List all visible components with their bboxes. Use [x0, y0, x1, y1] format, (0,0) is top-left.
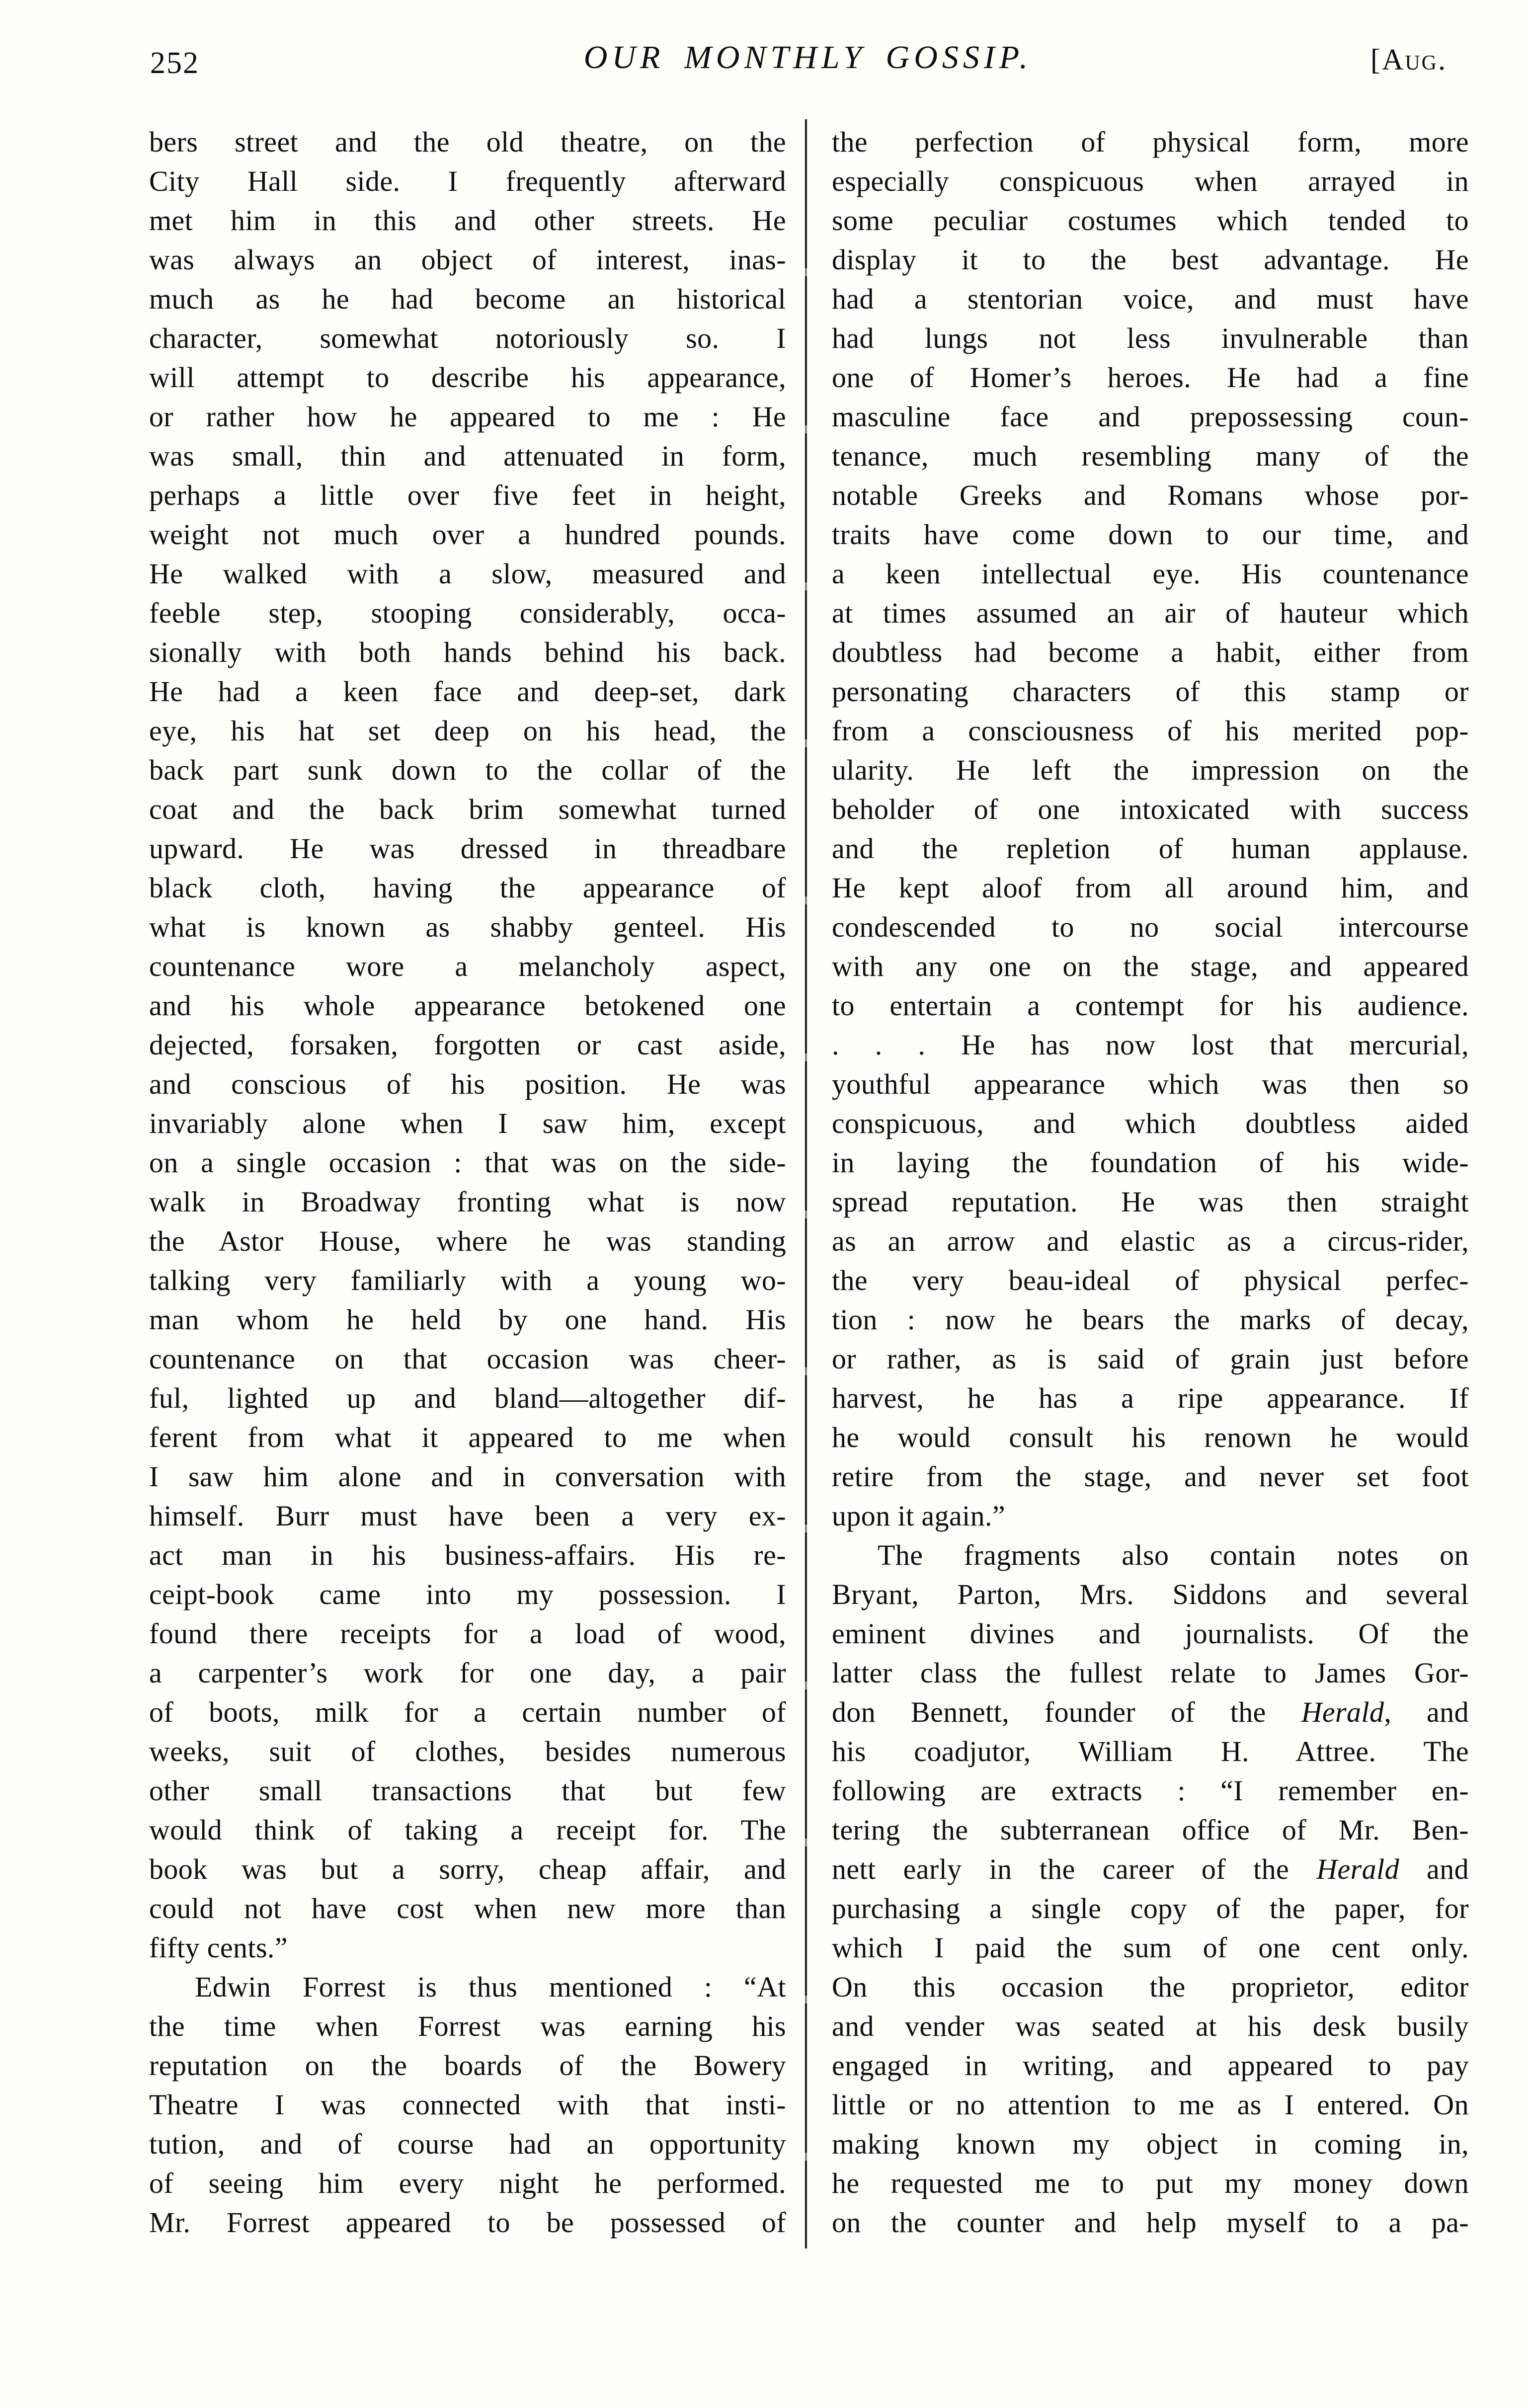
- text-line: feeble step, stooping considerably, occa-: [149, 597, 786, 629]
- text-line: following are extracts : “I remember en-: [832, 1774, 1469, 1807]
- text-line: I saw him alone and in conversation with: [149, 1460, 786, 1493]
- text-line: had a stentorian voice, and must have: [832, 283, 1469, 315]
- text-line: on the counter and help myself to a pa-: [832, 2206, 1469, 2239]
- text-line: black cloth, having the appearance of: [149, 872, 786, 904]
- text-line: much as he had become an historical: [149, 283, 786, 315]
- text-line: which I paid the sum of one cent only.: [832, 1931, 1469, 1964]
- text-line: especially conspicuous when arrayed in: [832, 165, 1469, 197]
- right-column: [832, 122, 1469, 2242]
- text-line: spread reputation. He was then straight: [832, 1186, 1469, 1218]
- text-line: himself. Burr must have been a very ex-: [149, 1500, 786, 1532]
- text-line: countenance wore a melancholy aspect,: [149, 950, 786, 982]
- text-line: countenance on that occasion was cheer-: [149, 1343, 786, 1375]
- text-line: and conscious of his position. He was: [149, 1068, 786, 1100]
- text-line: would think of taking a receipt for. The: [149, 1814, 786, 1846]
- text-line: met him in this and other streets. He: [149, 204, 786, 237]
- text-line: found there receipts for a load of wood,: [149, 1617, 786, 1650]
- text-line: latter class the fullest relate to James Gor-: [832, 1657, 1469, 1689]
- text-line: weight not much over a hundred pounds.: [149, 518, 786, 551]
- text-line: fifty cents.”: [149, 1931, 288, 1964]
- text-line: ularity. He left the impression on the: [832, 754, 1469, 786]
- text-line: and the repletion of human applause.: [832, 832, 1469, 865]
- text-line: and his whole appearance betokened one: [149, 989, 786, 1022]
- text-line: had lungs not less invulnerable than: [832, 322, 1469, 354]
- text-line: upward. He was dressed in threadbare: [149, 832, 786, 865]
- text-line: a keen intellectual eye. His countenance: [832, 558, 1469, 590]
- text-line: City Hall side. I frequently afterward: [149, 165, 786, 197]
- text-line: as an arrow and elastic as a circus-rider,: [832, 1225, 1469, 1257]
- text-line: doubtless had become a habit, either from: [832, 636, 1469, 668]
- text-line: other small transactions that but few: [149, 1774, 786, 1807]
- text-line: ful, lighted up and bland—altogether dif-: [149, 1382, 786, 1414]
- text-line: He had a keen face and deep-set, dark: [149, 675, 786, 708]
- text-line: He walked with a slow, measured and: [149, 558, 786, 590]
- text-line: tenance, much resembling many of the: [832, 440, 1469, 472]
- text-line: little or no attention to me as I entered. On: [832, 2088, 1469, 2121]
- text-line: beholder of one intoxicated with success: [832, 793, 1469, 825]
- text-line: or rather how he appeared to me : He: [149, 401, 786, 433]
- text-line: ferent from what it appeared to me when: [149, 1421, 786, 1453]
- text-line: display it to the best advantage. He: [832, 243, 1469, 276]
- issue-label: [Aug.: [1370, 43, 1447, 76]
- text-line: ceipt-book came into my possession. I: [149, 1578, 786, 1610]
- text-line: the very beau-ideal of physical perfec-: [832, 1264, 1469, 1296]
- text-line: The fragments also contain notes on: [878, 1539, 1469, 1571]
- text-line: reputation on the boards of the Bowery: [149, 2049, 786, 2082]
- page-number: 252: [150, 46, 199, 80]
- text-line: at times assumed an air of hauteur which: [832, 597, 1469, 629]
- text-line: masculine face and prepossessing coun-: [832, 401, 1469, 433]
- text-line: a carpenter’s work for one day, a pair: [149, 1657, 786, 1689]
- text-line: Edwin Forrest is thus mentioned : “At: [195, 1971, 786, 2003]
- text-line: . . . He has now lost that mercurial,: [832, 1029, 1469, 1061]
- text-line: the Astor House, where he was standing: [149, 1225, 786, 1257]
- text-line: to entertain a contempt for his audience.: [832, 989, 1469, 1022]
- text-line: Mr. Forrest appeared to be possessed of: [149, 2206, 786, 2239]
- text-line: act man in his business-affairs. His re-: [149, 1539, 786, 1571]
- text-line: eye, his hat set deep on his head, the: [149, 715, 786, 747]
- text-line: retire from the stage, and never set foot: [832, 1460, 1469, 1493]
- text-line: could not have cost when new more than: [149, 1892, 786, 1925]
- text-line: sionally with both hands behind his back.: [149, 636, 786, 668]
- text-line: purchasing a single copy of the paper, for: [832, 1892, 1469, 1925]
- text-line: talking very familiarly with a young wo-: [149, 1264, 786, 1296]
- text-line: invariably alone when I saw him, except: [149, 1107, 786, 1139]
- text-line: with any one on the stage, and appeared: [832, 950, 1469, 982]
- text-line: dejected, forsaken, forgotten or cast aside,: [149, 1029, 786, 1061]
- text-line: of boots, milk for a certain number of: [149, 1696, 786, 1728]
- text-line: and vender was seated at his desk busily: [832, 2010, 1469, 2042]
- text-line: upon it again.”: [832, 1500, 1006, 1532]
- text-line: he requested me to put my money down: [832, 2167, 1469, 2199]
- text-line: conspicuous, and which doubtless aided: [832, 1107, 1469, 1139]
- text-line: weeks, suit of clothes, besides numerous: [149, 1735, 786, 1767]
- text-line: from a consciousness of his merited pop-: [832, 715, 1469, 747]
- text-line: some peculiar costumes which tended to: [832, 204, 1469, 237]
- text-line: making known my object in coming in,: [832, 2128, 1469, 2160]
- text-line: He kept aloof from all around him, and: [832, 872, 1469, 904]
- text-line: one of Homer’s heroes. He had a fine: [832, 361, 1469, 394]
- text-line: notable Greeks and Romans whose por-: [832, 479, 1469, 511]
- text-line: man whom he held by one hand. His: [149, 1303, 786, 1336]
- text-line: will attempt to describe his appearance,: [149, 361, 786, 394]
- page-title: OUR MONTHLY GOSSIP.: [583, 39, 1033, 76]
- text-line: nett early in the career of the Herald and: [832, 1853, 1469, 1885]
- text-line: book was but a sorry, cheap affair, and: [149, 1853, 786, 1885]
- text-line: what is known as shabby genteel. His: [149, 911, 786, 943]
- text-line: Bryant, Parton, Mrs. Siddons and several: [832, 1578, 1469, 1610]
- text-line: character, somewhat notoriously so. I: [149, 322, 786, 354]
- text-line: bers street and the old theatre, on the: [149, 126, 786, 158]
- text-line: was always an object of interest, inas-: [149, 243, 786, 276]
- text-line: don Bennett, founder of the Herald, and: [832, 1696, 1469, 1728]
- text-line: walk in Broadway fronting what is now: [149, 1186, 786, 1218]
- text-line: condescended to no social intercourse: [832, 911, 1469, 943]
- text-line: of seeing him every night he performed.: [149, 2167, 786, 2199]
- running-head: [149, 39, 1467, 83]
- text-line: Theatre I was connected with that insti-: [149, 2088, 786, 2121]
- text-line: harvest, he has a ripe appearance. If: [832, 1382, 1469, 1414]
- text-line: eminent divines and journalists. Of the: [832, 1617, 1469, 1650]
- column-divider-rule: [805, 119, 807, 2248]
- text-line: youthful appearance which was then so: [832, 1068, 1469, 1100]
- text-line: in laying the foundation of his wide-: [832, 1146, 1469, 1179]
- text-line: coat and the back brim somewhat turned: [149, 793, 786, 825]
- text-line: tution, and of course had an opportunity: [149, 2128, 786, 2160]
- text-line: his coadjutor, William H. Attree. The: [832, 1735, 1469, 1767]
- text-line: back part sunk down to the collar of the: [149, 754, 786, 786]
- text-line: the perfection of physical form, more: [832, 126, 1469, 158]
- text-line: personating characters of this stamp or: [832, 675, 1469, 708]
- text-line: On this occasion the proprietor, editor: [832, 1971, 1469, 2003]
- text-line: tion : now he bears the marks of decay,: [832, 1303, 1469, 1336]
- text-line: traits have come down to our time, and: [832, 518, 1469, 551]
- text-line: tering the subterranean office of Mr. Ben-: [832, 1814, 1469, 1846]
- text-line: was small, thin and attenuated in form,: [149, 440, 786, 472]
- text-line: on a single occasion : that was on the side-: [149, 1146, 786, 1179]
- text-line: he would consult his renown he would: [832, 1421, 1469, 1453]
- text-line: engaged in writing, and appeared to pay: [832, 2049, 1469, 2082]
- text-line: or rather, as is said of grain just before: [832, 1343, 1469, 1375]
- left-column: [149, 122, 786, 2242]
- text-line: the time when Forrest was earning his: [149, 2010, 786, 2042]
- text-line: perhaps a little over five feet in height,: [149, 479, 786, 511]
